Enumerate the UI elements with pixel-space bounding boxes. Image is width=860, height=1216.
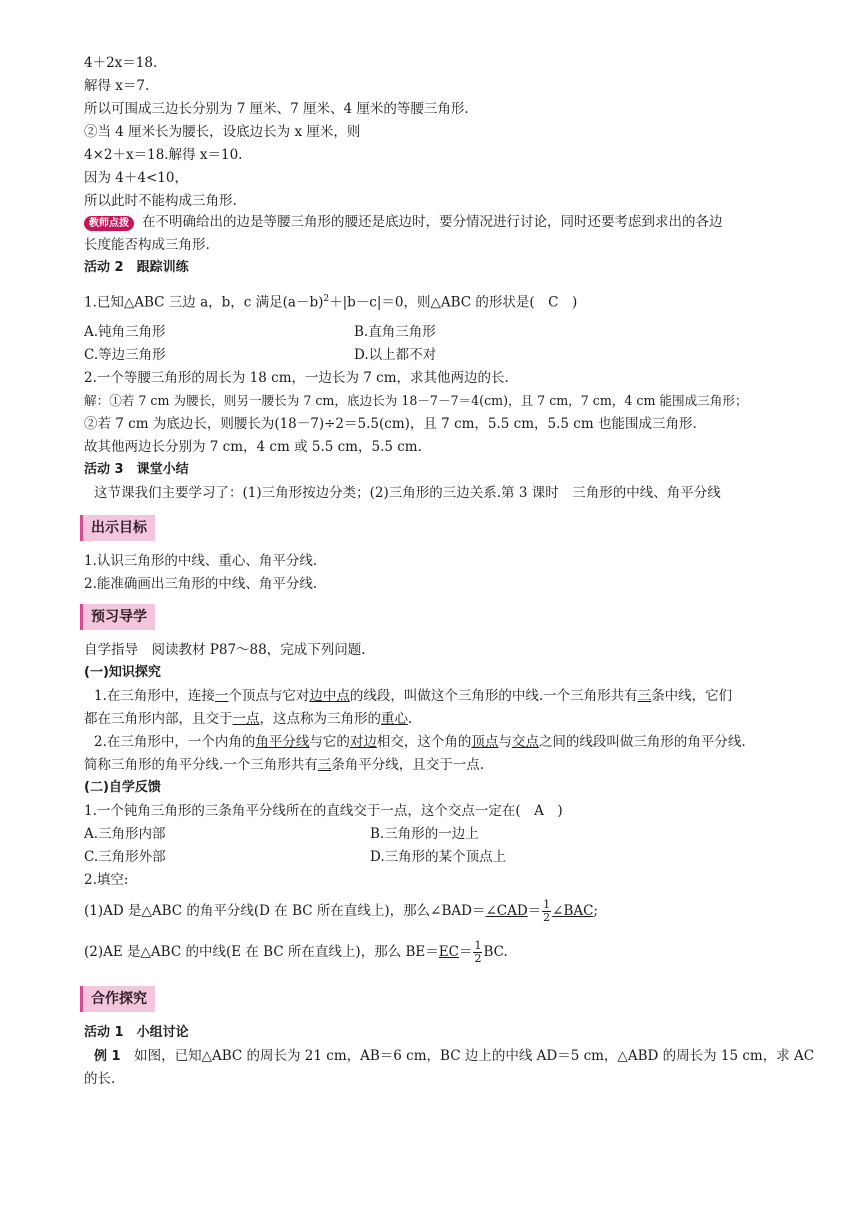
option-c: C.等边三角形 (84, 347, 166, 363)
text-line: 4×2＋x＝18.解得 x＝10. (84, 147, 243, 163)
section-tag-cooperation: 合作探究 (80, 986, 155, 1012)
text-line: 解得 x＝7. (84, 78, 150, 94)
section-tag-goals: 出示目标 (80, 515, 155, 541)
summary-line: 这节课我们主要学习了：(1)三角形按边分类；(2)三角形的三边关系.第 3 课时 三角形的中线、角平分线 (94, 485, 721, 501)
goal-item: 2.能准确画出三角形的中线、角平分线. (84, 576, 318, 592)
self-study-guide: 自学指导 阅读教材 P87～88，完成下列问题. (84, 642, 366, 658)
solution-line: 解：①若 7 cm 为腰长，则另一腰长为 7 cm，底边长为 18－7－7＝4(cm)，且 7 cm，7 cm，4 cm 能围成三角形； (84, 393, 748, 408)
feedback-question-1: 1.一个钝角三角形的三条角平分线所在的直线交于一点，这个交点一定在( A ) (84, 803, 563, 819)
feedback-question-2: 2.填空: (84, 872, 129, 888)
example-label: 例 1 (94, 1049, 121, 1064)
fraction: $\frac{1}{2}$ (543, 898, 551, 924)
activity-2-heading: 活动 2 跟踪训练 (84, 260, 189, 275)
activity-1-heading: 活动 1 小组讨论 (84, 1025, 189, 1040)
teacher-tip-text: 在不明确给出的边是等腰三角形的腰还是底边时，要分情况进行讨论，同时还要考虑到求出的各边 (142, 214, 723, 230)
goal-item: 1.认识三角形的中线、重心、角平分线. (84, 553, 318, 569)
solution-line: 故其他两边长分别为 7 cm，4 cm 或 5.5 cm，5.5 cm. (84, 439, 422, 455)
text-line: 所以此时不能构成三角形. (84, 193, 237, 209)
fraction: $\frac{1}{2}$ (474, 939, 482, 965)
example-1: 例 1 如图，已知△ABC 的周长为 21 cm，AB＝6 cm，BC 边上的中线 AD＝5 cm，△ABD 的周长为 15 cm，求 AC (94, 1048, 815, 1064)
example-1-cont: 的长. (84, 1071, 116, 1087)
knowledge-item-2: 2.在三角形中，一个内角的角平分线与它的对边相交，这个角的顶点与交点之间的线段叫做三角形的角平分线. (94, 734, 746, 750)
option-d: D.以上都不对 (354, 347, 437, 363)
knowledge-item-2-cont: 简称三角形的角平分线.一个三角形共有三条角平分线，且交于一点. (84, 757, 485, 773)
option-d: D.三角形的某个顶点上 (370, 849, 507, 865)
fill-blank-2: (2)AE 是△ABC 的中线(E 在 BC 所在直线上)，那么 BE＝EC＝ $\frac{1}{2}$ BC. (84, 939, 508, 965)
text-line: ②当 4 厘米长为腰长，设底边长为 x 厘米，则 (84, 124, 361, 140)
option-c: C.三角形外部 (84, 849, 166, 865)
question-1: 1.已知△ABC 三边 a，b，c 满足$(a-b)^2+|b-c|=0$，则△ABC 的形状是( C ) (84, 294, 578, 311)
knowledge-item-1: 1.在三角形中，连接一个顶点与它对边中点的线段，叫做这个三角形的中线.一个三角形共有三条中线，它们 (94, 688, 733, 704)
teacher-tip (84, 213, 723, 231)
text-line: 长度能否构成三角形. (84, 237, 210, 253)
solution-line: ②若 7 cm 为底边长，则腰长为(18－7)÷2＝5.5(cm)，且 7 cm，5.5 cm，5.5 cm 也能围成三角形. (84, 416, 697, 432)
knowledge-item-1-cont: 都在三角形内部，且交于一点，这点称为三角形的重心. (84, 711, 413, 727)
text-line: 4＋2x＝18. (84, 55, 158, 71)
option-b: B.直角三角形 (354, 324, 436, 340)
fill-blank-1: (1)AD 是△ABC 的角平分线(D 在 BC 所在直线上)，那么∠BAD＝∠CAD＝ $\frac{1}{2}$ ∠BAC; (84, 898, 599, 924)
section-tag-preview: 预习导学 (80, 604, 155, 630)
option-a: A.钝角三角形 (84, 324, 166, 340)
option-b: B.三角形的一边上 (370, 826, 479, 842)
activity-3-heading: 活动 3 课堂小结 (84, 462, 189, 477)
subsection-knowledge: (一)知识探究 (84, 665, 161, 680)
teacher-tip-badge: 教师点拨 (84, 216, 134, 231)
option-a: A.三角形内部 (84, 826, 166, 842)
text-line: 所以可围成三边长分别为 7 厘米、7 厘米、4 厘米的等腰三角形. (84, 101, 469, 117)
text-line: 因为 4＋4<10， (84, 170, 188, 186)
subsection-feedback: (二)自学反馈 (84, 780, 161, 795)
question-2: 2.一个等腰三角形的周长为 18 cm，一边长为 7 cm，求其他两边的长. (84, 370, 509, 386)
